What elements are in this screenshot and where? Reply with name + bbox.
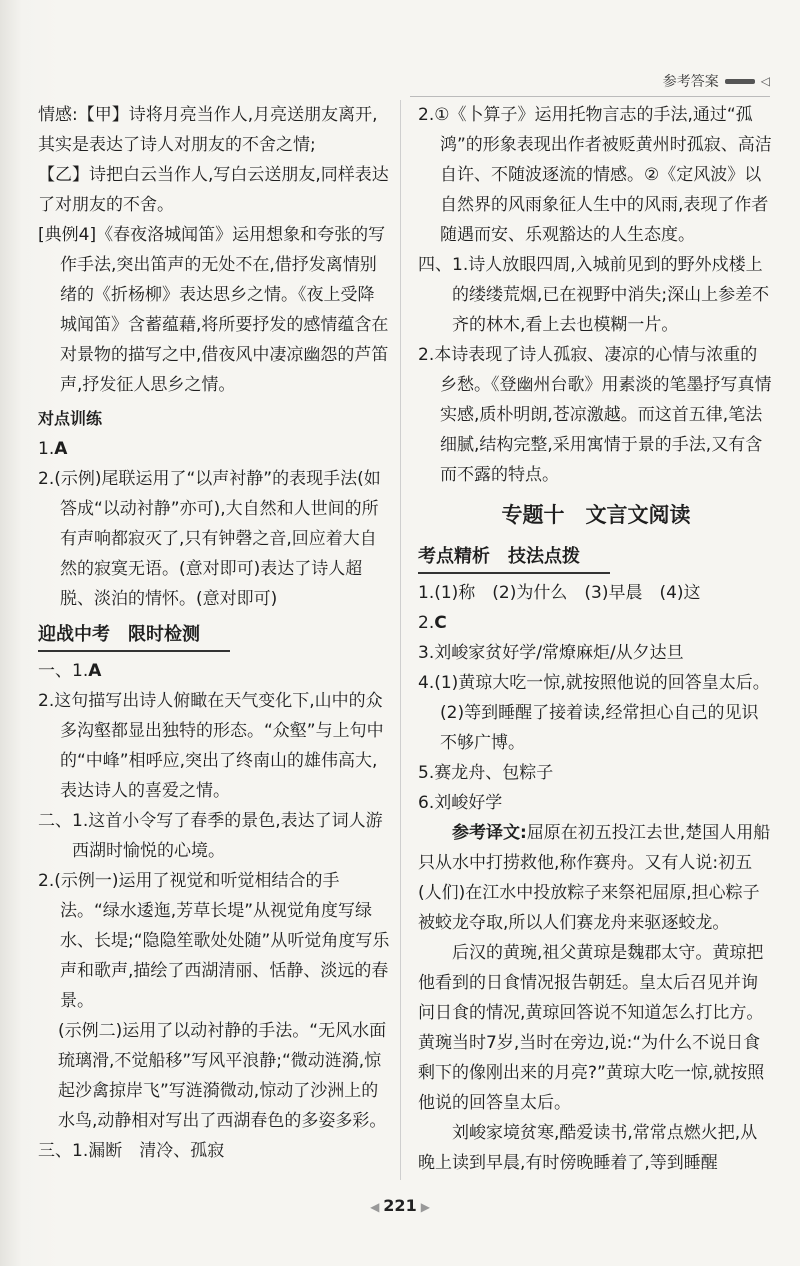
training-title: 对点训练 <box>38 409 103 428</box>
right-column <box>418 100 774 1178</box>
question-2-value: C <box>434 613 447 633</box>
header-bar-icon <box>725 79 755 84</box>
header-rule <box>410 96 770 97</box>
translation-label: 参考译文: <box>452 823 527 843</box>
question-5: 5.赛龙舟、包粽子 <box>418 763 554 783</box>
training-answer-1 <box>38 434 390 464</box>
question-2 <box>418 608 774 638</box>
translation-3: 刘峻家境贫寒,酷爱读书,常常点燃火把,从晚上读到早晨,有时傍晚睡着了,等到睡醒 <box>418 1123 758 1173</box>
right-answer-2: 四、1.诗人放眼四周,入城前见到的野外戍楼上的缕缕荒烟,已在视野中消失;深山上参差不齐的林木,看上去也模糊一片。 <box>418 255 770 335</box>
example-4: [典例4]《春夜洛城闻笛》运用想象和夸张的写作手法,突出笛声的无处不在,借抒发离情别绪的《折杨柳》表达思乡之情。《夜上受降城闻笛》含蓄蕴藉,将所要抒发的感情蕴含在对景物的描写之中,借夜风中凄凉幽怨的芦笛声,抒发征人思乡之情。 <box>38 225 389 395</box>
right-answer-1: 2.①《卜算子》运用托物言志的手法,通过“孤鸿”的形象表现出作者被贬黄州时孤寂、高洁自许、不随波逐流的情感。②《定风波》以自然界的风雨象征人生中的风雨,表现了作者随遇而安、乐观豁达的人生态度。 <box>418 105 772 245</box>
question-3: 3.刘峻家贫好学/常燎麻炬/从夕达旦 <box>418 643 684 663</box>
triangle-left-icon: ◁ <box>760 74 770 88</box>
section-title-analysis: 考点精析 技法点拨 <box>418 542 610 574</box>
exam-answer-2: 2.这句描写出诗人俯瞰在天气变化下,山中的众多沟壑都显出独特的形态。“众壑”与上句中的“中峰”相呼应,突出了终南山的雄伟高大,表达诗人的喜爱之情。 <box>38 691 384 801</box>
training-answer-1-num: 1. <box>38 439 55 459</box>
exam-answer-3: 二、1.这首小令写了春季的景色,表达了词人游西湖时愉悦的心境。 <box>38 811 383 861</box>
question-2-num: 2. <box>418 613 435 633</box>
exam-answer-4: 2.(示例一)运用了视觉和听觉相结合的手法。“绿水逶迤,芳草长堤”从视觉角度写绿水、长堤;“隐隐笙歌处处随”从听觉角度写乐声和歌声,描绘了西湖清丽、恬静、淡远的春景。 <box>38 871 390 1011</box>
exam-answer-5: (示例二)运用了以动衬静的手法。“无风水面琉璃滑,不觉船移”写风平浪静;“微动涟漪,惊起沙禽掠岸飞”写涟漪微动,惊动了沙洲上的水鸟,动静相对写出了西湖春色的多姿多彩。 <box>58 1021 387 1131</box>
training-answer-1-value: A <box>54 439 68 459</box>
page-header <box>663 68 770 94</box>
header-title: 参考答案 <box>662 74 719 90</box>
question-6: 6.刘峻好学 <box>418 793 503 813</box>
section-title-exam: 迎战中考 限时检测 <box>38 620 230 652</box>
exam-answer-6: 三、1.漏断 清冷、孤寂 <box>38 1141 225 1161</box>
exam-answer-1-num: 一、1. <box>38 661 89 681</box>
translation-1-text: 屈原在初五投江去世,楚国人用船只从水中打捞救他,称作赛舟。又有人说:初五(人们)在江水中投放粽子来祭祀屈原,担心粽子被蛟龙夺取,所以人们赛龙舟来驱逐蛟龙。 <box>418 823 771 933</box>
translation-1 <box>418 818 774 938</box>
right-answer-3: 2.本诗表现了诗人孤寂、凄凉的心情与浓重的乡愁。《登幽州台歌》用素淡的笔墨抒写真情实感,质朴明朗,苍凉激越。而这首五律,笔法细腻,结构完整,采用寓情于景的手法,又有含而不露的特点。 <box>418 345 772 485</box>
intro-line-1: 情感:【甲】诗将月亮当作人,月亮送朋友离开,其实是表达了诗人对朋友的不舍之情; <box>38 105 378 155</box>
triangle-left-icon: ◀ <box>370 1200 380 1214</box>
exam-answer-1-value: A <box>88 661 102 681</box>
triangle-right-icon: ▶ <box>420 1200 430 1214</box>
left-column <box>38 100 390 1166</box>
column-divider <box>400 100 401 1180</box>
page-footer <box>0 1196 800 1215</box>
chapter-title: 专题十 文言文阅读 <box>501 503 691 527</box>
exam-answer-1 <box>38 656 390 686</box>
intro-line-2: 【乙】诗把白云当作人,写白云送朋友,同样表达了对朋友的不舍。 <box>38 165 389 215</box>
question-4: 4.(1)黄琼大吃一惊,就按照他说的回答皇太后。(2)等到睡醒了接着读,经常担心自己的见识不够广博。 <box>418 673 770 753</box>
page-number: 221 <box>383 1196 417 1215</box>
training-answer-2: 2.(示例)尾联运用了“以声衬静”的表现手法(如答成“以动衬静”亦可),大自然和人世间的所有声响都寂灭了,只有钟磬之音,回应着大自然的寂寞无语。(意对即可)表达了诗人超脱、淡泊的情怀。(意对即可) <box>38 469 381 609</box>
translation-2: 后汉的黄琬,祖父黄琼是魏郡太守。黄琼把他看到的日食情况报告朝廷。皇太后召见并询问日食的情况,黄琼回答说不知道怎么打比方。黄琬当时7岁,当时在旁边,说:“为什么不说日食剩下的像刚出来的月亮?”黄琼大吃一惊,就按照他说的回答皇太后。 <box>418 943 765 1113</box>
question-1: 1.(1)称 (2)为什么 (3)早晨 (4)这 <box>418 583 701 603</box>
